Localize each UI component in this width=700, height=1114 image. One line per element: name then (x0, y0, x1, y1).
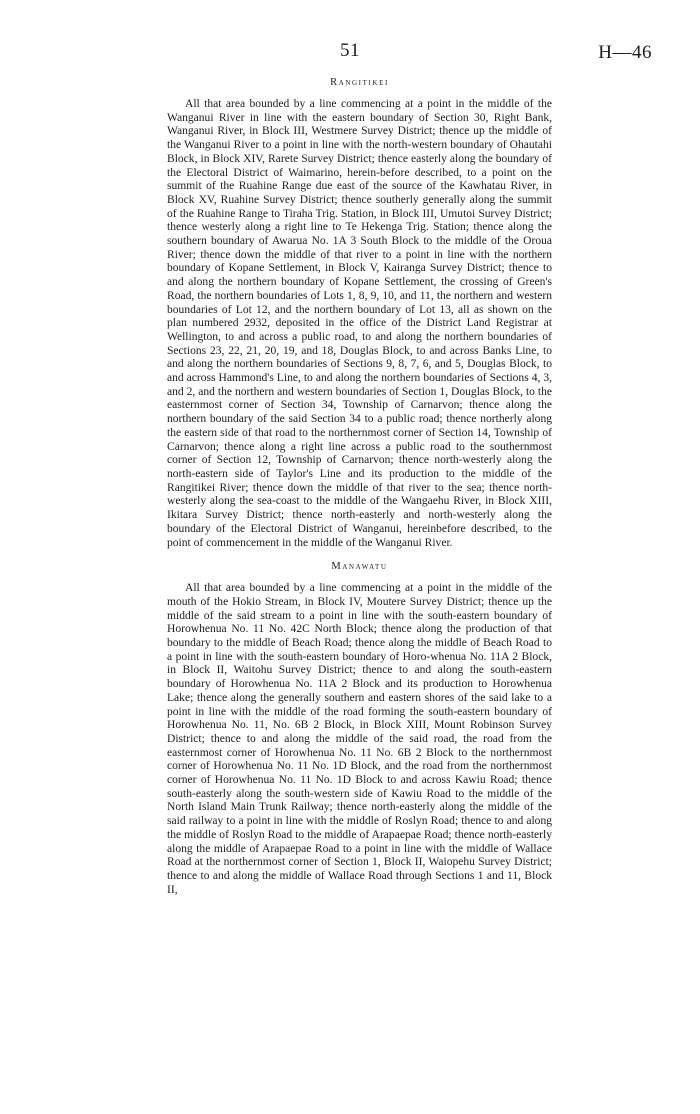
page-number: 51 (340, 40, 360, 61)
section-paragraph: All that area bounded by a line commencing at a point in the middle of the Wanganui River in line with the eastern boundary of Section 30, Right Bank, Wanganui River, in Block III, Westmere Survey District; thence up the middle of the Wanganui River to a point in line with the north-western boundary of Ohautahi Block, in Block XIV, Rarete Survey District; thence easterly along the boundary of the Electoral District of Waimarino, herein-before described, to a point on the summit of the Ruahine Range due east of the source of the Kawhatau River, in Block XV, Ruahine Survey District; thence southerly generally along the summit of the Ruahine Range to Tiraha Trig. Station, in Block III, Umutoi Survey District; thence westerly along a right line to Te Hekenga Trig. Station; thence along the southern boundary of Awarua No. 1A 3 South Block to the middle of the Oroua River; thence down the middle of that river to a point in line with the northern boundary of Kopane Settlement, in Block V, Kairanga Survey District; thence to and along the northern boundary of Kopane Settlement, the crossing of Green's Road, the northern boundaries of Lots 1, 8, 9, 10, and 11, the northern and western boundaries of Lot 12, and the northern boundary of Lot 13, all as shown on the plan numbered 2932, deposited in the office of the District Land Registrar at Wellington, to and across a public road, to and along the northern boundaries of Sections 23, 22, 21, 20, 19, and 18, Douglas Block, to and across Banks Line, to and along the northern boundaries of Sections 9, 8, 7, 6, and 5, Douglas Block, to and across Hammond's Line, to and along the northern boundaries of Sections 4, 3, and 2, and the northern and western boundaries of Section 1, Douglas Block, to the easternmost corner of Section 34, Township of Carnarvon; thence along the northern boundary of the said Section 34 to a public road; thence northerly along the eastern side of that road to the northernmost corner of Section 14, Township of Carnarvon; thence along a right line across a public road to the southernmost corner of Section 12, Township of Carnarvon; thence north-westerly along the north-eastern side of Taylor's Line and its production to the middle of the Rangitikei River; thence down the middle of that river to the sea; thence north-westerly along the sea-coast to the middle of the Wangaehu River, in Block XIII, Ikitara Survey District; thence north-easterly and north-westerly along the boundary of the Electoral District of Wanganui, hereinbefore described, to the point of commencement in the middle of the Wanganui River. (167, 98, 552, 549)
page-content (167, 76, 552, 897)
section-heading: Rangitikei (330, 77, 389, 88)
document-reference: H—46 (598, 42, 652, 63)
section-rangitikei (167, 76, 552, 550)
section-manawatu (167, 560, 552, 897)
section-heading: Manawatu (331, 561, 388, 573)
section-paragraph: All that area bounded by a line commencing at a point in the middle of the mouth of the Hokio Stream, in Block IV, Moutere Survey District; thence up the middle of the said stream to a point in line with the south-eastern boundary of Horowhenua No. 11 No. 42C North Block; thence along the production of that boundary to the middle of Beach Road; thence along the middle of Beach Road to a point in line with the south-eastern boundary of Horo-whenua No. 11A 2 Block, in Block II, Waitohu Survey District; thence to and along the south-eastern boundary of Horowhenua No. 11A 2 Block and its production to Horowhenua Lake; thence along the generally southern and eastern shores of the said lake to a point in line with the middle of the road forming the south-eastern boundary of Horowhenua No. 11, No. 6B 2 Block, in Block XIII, Mount Robinson Survey District; thence to and along the middle of the said road, the road from the easternmost corner of Horowhenua No. 11 No. 6B 2 Block to the northernmost corner of Horowhenua No. 11 No. 1D Block, and the road from the northernmost corner of Horowhenua No. 11 No. 1D Block to and across Kawiu Road; thence south-easterly along the south-western side of Kawiu Road to the middle of the North Island Main Trunk Railway; thence north-easterly along the middle of the said railway to a point in line with the middle of Roslyn Road; thence to and along the middle of Roslyn Road to the middle of Arapaepae Road; thence north-easterly along the middle of Arapaepae Road to a point in line with the middle of Wallace Road at the northernmost corner of Section 1, Block II, Waiopehu Survey District; thence to and along the middle of Wallace Road through Sections 1 and 11, Block II, (167, 582, 552, 896)
